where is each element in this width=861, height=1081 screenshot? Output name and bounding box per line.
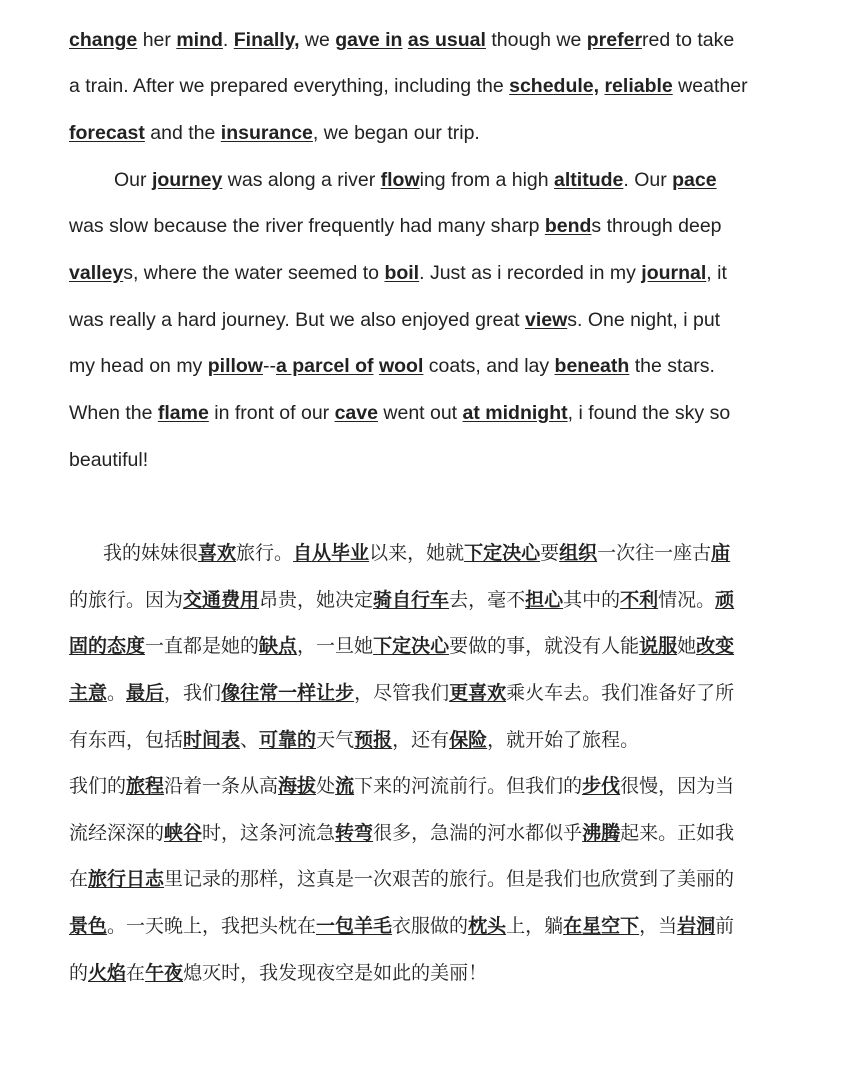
text-segment: though we [485, 29, 587, 51]
text-segment: ，还有 [392, 729, 450, 751]
keyword: 海拔 [278, 775, 317, 797]
text-segment: 沿着一条从高 [164, 775, 279, 797]
text-segment: 其中的 [563, 589, 621, 611]
text-segment: 。一天晚上，我把头枕在 [107, 915, 317, 937]
keyword: as usual [407, 29, 486, 51]
keyword: mind [176, 29, 223, 51]
keyword: 转弯 [335, 822, 374, 844]
text-segment: beautiful! [69, 449, 149, 471]
text-segment: 我的妹妹很 [103, 542, 199, 564]
english-line-4 [114, 168, 717, 192]
keyword: change [69, 29, 138, 51]
text-segment: 很慢，因为当 [620, 775, 735, 797]
keyword: 不利 [620, 589, 659, 611]
text-segment: . Just as i recorded in my [419, 262, 642, 284]
keyword: 峡谷 [164, 822, 203, 844]
text-segment: , it [706, 262, 727, 284]
text-segment: 的旅行。因为 [69, 589, 184, 611]
keyword: boil [384, 262, 420, 284]
text-segment: 去，毫不 [449, 589, 526, 611]
keyword: 火焰 [88, 962, 127, 984]
chinese-line-3 [69, 634, 734, 658]
text-segment: 里记录的那样，这真是一次艰苦的旅行。但是我们也欣赏到了美丽的 [164, 868, 735, 890]
text-segment: 很多，急湍的河水都似乎 [373, 822, 583, 844]
text-segment: and the [144, 122, 221, 144]
text-segment: , we began our trip. [312, 122, 480, 144]
keyword: 可靠的 [259, 729, 317, 751]
text-segment: was slow because the river frequently had many sharp [69, 215, 545, 237]
keyword: 担心 [525, 589, 564, 611]
text-segment: -- [262, 355, 276, 377]
text-segment: ing from a high [419, 169, 555, 191]
text-segment: 昂贵，她决定 [259, 589, 374, 611]
text-segment: her [137, 29, 177, 51]
text-segment: went out [377, 402, 463, 424]
keyword: 预报 [354, 729, 393, 751]
keyword: flame [157, 402, 209, 424]
keyword: 主意 [69, 682, 108, 704]
keyword: schedule, [509, 75, 600, 97]
keyword: 景色 [69, 915, 108, 937]
keyword: 组织 [559, 542, 598, 564]
keyword: 保险 [449, 729, 488, 751]
text-segment: 。 [107, 682, 127, 704]
keyword: wool [378, 355, 424, 377]
keyword: prefer [586, 29, 643, 51]
keyword: a parcel of [275, 355, 374, 377]
text-segment: ，我们 [164, 682, 222, 704]
english-line-8 [69, 354, 715, 378]
text-segment: 有东西，包括 [69, 729, 184, 751]
keyword: journal [641, 262, 707, 284]
keyword: insurance [220, 122, 313, 144]
keyword: 一包羊毛 [316, 915, 393, 937]
keyword: 像往常一样让步 [221, 682, 355, 704]
chinese-line-10 [69, 961, 487, 985]
text-segment: 熄灭时，我发现夜空是如此的美丽！ [183, 962, 488, 984]
keyword: 旅行日志 [88, 868, 165, 890]
text-segment: 在 [69, 868, 89, 890]
english-line-7 [69, 308, 720, 332]
text-segment: ，尽管我们 [354, 682, 450, 704]
keyword: 流 [335, 775, 355, 797]
keyword: reliable [604, 75, 673, 97]
text-segment: we [299, 29, 336, 51]
keyword: 喜欢 [198, 542, 237, 564]
text-segment: 情况。 [658, 589, 716, 611]
keyword: cave [334, 402, 378, 424]
text-segment: ，当 [639, 915, 678, 937]
text-segment: my head on my [69, 355, 208, 377]
text-segment: Our [114, 169, 152, 191]
text-segment: was really a hard journey. But we also enjoyed great [69, 309, 525, 331]
text-segment: 要做的事，就没有人能 [449, 635, 640, 657]
text-segment: 起来。正如我 [620, 822, 735, 844]
chinese-line-9 [69, 914, 734, 938]
text-segment: 在 [126, 962, 146, 984]
text-segment: 的 [69, 962, 89, 984]
keyword: Finally, [233, 29, 300, 51]
keyword: 旅程 [126, 775, 165, 797]
text-segment: , i found the sky so [567, 402, 731, 424]
text-segment: 乘火车去。我们准备好了所 [506, 682, 735, 704]
text-segment: 流经深深的 [69, 822, 165, 844]
text-segment: 她 [677, 635, 697, 657]
keyword: view [524, 309, 568, 331]
chinese-line-8 [69, 867, 734, 891]
keyword: 缺点 [259, 635, 298, 657]
text-segment: 我们的 [69, 775, 127, 797]
english-line-9 [69, 401, 730, 425]
keyword: 步伐 [582, 775, 621, 797]
keyword: bend [544, 215, 592, 237]
keyword: 自从毕业 [293, 542, 370, 564]
text-segment: the stars. [629, 355, 715, 377]
english-line-5 [69, 214, 722, 238]
keyword: 下定决心 [464, 542, 541, 564]
text-segment: 旅行。 [236, 542, 294, 564]
keyword: beneath [554, 355, 630, 377]
keyword: at midnight [462, 402, 568, 424]
keyword: 枕头 [468, 915, 507, 937]
text-segment: . Our [623, 169, 673, 191]
keyword: pace [672, 169, 717, 191]
text-segment: . [222, 29, 234, 51]
keyword: pillow [207, 355, 263, 377]
keyword: 庙 [711, 542, 731, 564]
keyword: 更喜欢 [449, 682, 507, 704]
keyword: journey [151, 169, 223, 191]
keyword: 固的态度 [69, 635, 146, 657]
text-segment: 要 [540, 542, 560, 564]
text-segment: red to take [642, 29, 735, 51]
english-line-2 [69, 74, 748, 98]
keyword: 岩洞 [677, 915, 716, 937]
keyword: 下定决心 [373, 635, 450, 657]
text-segment: ，一旦她 [297, 635, 374, 657]
text-segment: 时，这条河流急 [202, 822, 336, 844]
text-segment: ，就开始了旅程。 [487, 729, 640, 751]
keyword: 最后 [126, 682, 165, 704]
chinese-line-2 [69, 588, 734, 612]
text-segment: s through deep [591, 215, 722, 237]
keyword: 时间表 [183, 729, 241, 751]
english-line-1 [69, 28, 734, 52]
keyword: 星空下 [582, 915, 640, 937]
keyword: 在 [563, 915, 583, 937]
keyword: 说服 [639, 635, 678, 657]
keyword: 交通费用 [183, 589, 260, 611]
keyword: 骑自行车 [373, 589, 450, 611]
keyword: 沸腾 [582, 822, 621, 844]
keyword: forecast [69, 122, 145, 144]
text-segment: weather [672, 75, 748, 97]
keyword: flow [380, 169, 420, 191]
text-segment: in front of our [208, 402, 335, 424]
text-segment: coats, and lay [423, 355, 555, 377]
keyword: 顽 [715, 589, 735, 611]
english-line-3 [69, 121, 480, 145]
text-segment: 前 [715, 915, 735, 937]
text-segment: 天气 [316, 729, 355, 751]
text-segment: s. One night, i put [567, 309, 721, 331]
keyword: 午夜 [145, 962, 184, 984]
text-segment: 下来的河流前行。但我们的 [354, 775, 583, 797]
chinese-line-1 [103, 541, 730, 565]
text-segment: 以来，她就 [369, 542, 465, 564]
keyword: 改变 [696, 635, 735, 657]
text-segment: When the [69, 402, 158, 424]
text-segment: 一直都是她的 [145, 635, 260, 657]
text-segment: was along a river [222, 169, 381, 191]
keyword: gave in [335, 29, 403, 51]
keyword: altitude [554, 169, 624, 191]
text-segment: 上，躺 [506, 915, 564, 937]
chinese-line-6 [69, 774, 734, 798]
english-line-10 [69, 448, 148, 472]
chinese-line-5 [69, 728, 639, 752]
text-segment: 一次往一座古 [597, 542, 712, 564]
text-segment: 处 [316, 775, 336, 797]
chinese-line-7 [69, 821, 734, 845]
text-segment: a train. After we prepared everything, including the [69, 75, 510, 97]
chinese-line-4 [69, 681, 734, 705]
keyword: valley [69, 262, 124, 284]
text-segment: 、 [240, 729, 260, 751]
english-line-6 [69, 261, 727, 285]
text-segment: 衣服做的 [392, 915, 469, 937]
text-segment: s, where the water seemed to [123, 262, 385, 284]
